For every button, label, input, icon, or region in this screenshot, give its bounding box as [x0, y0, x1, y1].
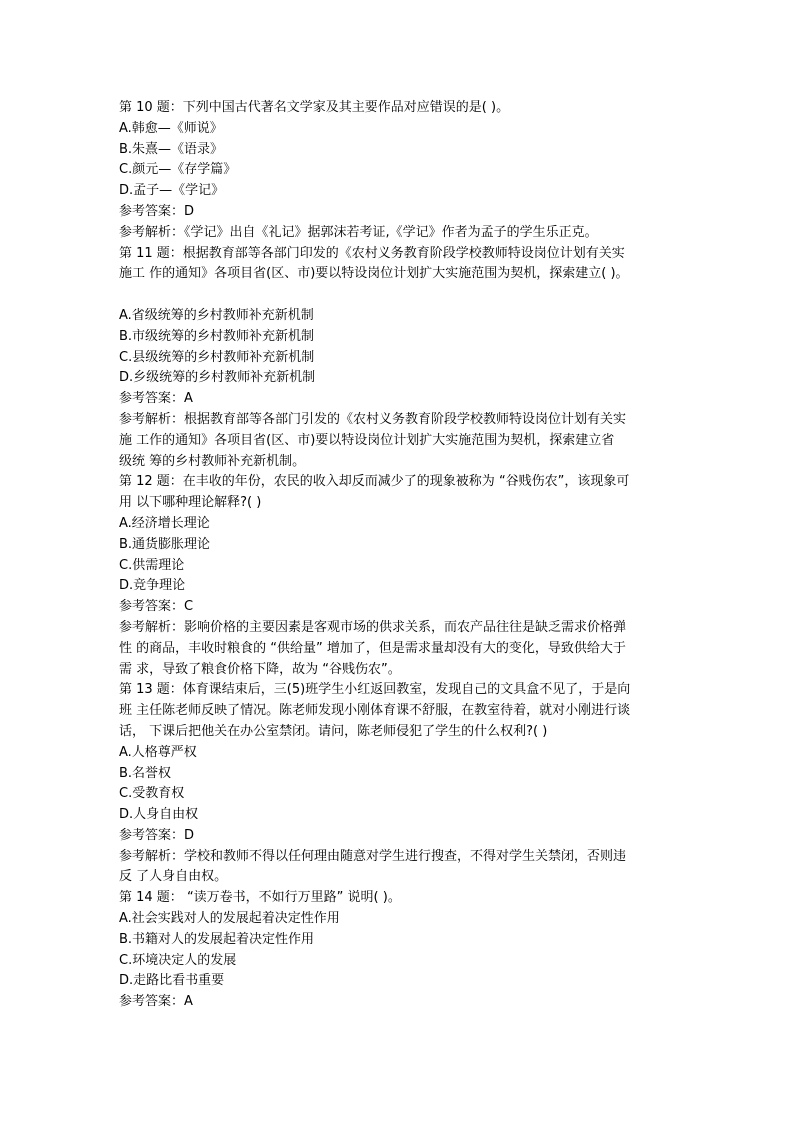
q10-option-c: C.颜元—《存学篇》 [119, 162, 237, 178]
q11-explanation-line-3: 级统 筹的乡村教师补充新机制。 [119, 453, 306, 469]
q12-explanation-line-1: 参考解析：影响价格的主要因素是客观市场的供求关系，而农产品往往是缺乏需求价格弹 [119, 619, 627, 635]
q10-question: 第 10 题：下列中国古代著名文学家及其主要作品对应错误的是( )。 [119, 100, 510, 115]
q13-answer: 参考答案：D [119, 827, 195, 843]
q14-option-b: B.书籍对人的发展起着决定性作用 [119, 931, 315, 947]
q14-option-c: C.环境决定人的发展 [119, 952, 237, 968]
q13-question-line-3: 话， 下课后把他关在办公室禁闭。请问，陈老师侵犯了学生的什么权利?( ) [119, 723, 548, 739]
q12-option-d: D.竞争理论 [119, 578, 186, 594]
q11-explanation-line-1: 参考解析：根据教育部等各部门引发的《农村义务教育阶段学校教师特设岗位计划有关实 [119, 411, 627, 427]
q12-option-c: C.供需理论 [119, 557, 185, 573]
q13-question-line-1: 第 13 题：体育课结束后，三(5)班学生小红返回教室，发现自己的文具盒不见了，于是向 [119, 682, 631, 698]
blank-line [119, 285, 689, 306]
q14-answer: 参考答案：A [119, 994, 193, 1010]
document-body [119, 98, 689, 1013]
q14-option-a: A.社会实践对人的发展起着决定性作用 [119, 911, 340, 927]
q14-question: 第 14 题： “读万卷书，不如行万里路” 说明( )。 [119, 890, 401, 906]
q12-explanation-line-3: 需 求，导致了粮食价格下降，故为 “谷贱伤农”。 [119, 661, 401, 677]
q11-option-a: A.省级统筹的乡村教师补充新机制 [119, 307, 314, 323]
q10-answer: 参考答案：D [119, 203, 195, 219]
q13-question-line-2: 班 主任陈老师反映了情况。陈老师发现小刚体育课不舒服，在教室待着，就对小刚进行谈 [119, 703, 631, 719]
q11-option-c: C.县级统筹的乡村教师补充新机制 [119, 349, 315, 365]
q13-explanation-line-1: 参考解析：学校和教师不得以任何理由随意对学生进行搜查，不得对学生关禁闭，否则违 [119, 848, 627, 864]
q12-question-line-2: 用 以下哪种理论解释?( ) [119, 495, 262, 511]
q10-option-a: A.韩愈—《师说》 [119, 120, 223, 136]
q11-question-line-1: 第 11 题：根据教育部等各部门印发的《农村义务教育阶段学校教师特设岗位计划有关实 [119, 245, 625, 261]
q12-explanation-line-2: 性 的商品，丰收时粮食的 “供给量” 增加了，但是需求量却没有大的变化，导致供给大于 [119, 640, 626, 656]
q12-option-a: A.经济增长理论 [119, 515, 210, 531]
q11-question-line-2: 施工 作的通知》各项目省(区、市)要以特设岗位计划扩大实施范围为契机，探索建立( )。 [119, 266, 629, 282]
q12-option-b: B.通货膨胀理论 [119, 536, 211, 552]
q11-option-b: B.市级统筹的乡村教师补充新机制 [119, 328, 315, 344]
q13-explanation-line-2: 反 了人身自由权。 [119, 869, 228, 885]
q11-explanation-line-2: 施 工作的通知》各项目省(区、市)要以特设岗位计划扩大实施范围为契机，探索建立省 [119, 432, 615, 448]
q13-option-c: C.受教育权 [119, 786, 185, 802]
q11-option-d: D.乡级统筹的乡村教师补充新机制 [119, 370, 316, 386]
q10-option-b: B.朱熹—《语录》 [119, 141, 224, 157]
q10-option-d: D.孟子—《学记》 [119, 183, 225, 199]
q12-answer: 参考答案：C [119, 599, 194, 615]
q13-option-d: D.人身自由权 [119, 807, 199, 823]
q12-question-line-1: 第 12 题：在丰收的年份，农民的收入却反而减少了的现象被称为 “谷贱伤农”，该现象可 [119, 474, 630, 490]
q11-answer: 参考答案：A [119, 391, 193, 407]
q13-option-b: B.名誉权 [119, 765, 172, 781]
q14-option-d: D.走路比看书重要 [119, 973, 225, 989]
q10-explanation: 参考解析：《学记》出自《礼记》据郭沫若考证,《学记》作者为孟子的学生乐正克。 [119, 224, 598, 240]
q13-option-a: A.人格尊严权 [119, 744, 197, 760]
